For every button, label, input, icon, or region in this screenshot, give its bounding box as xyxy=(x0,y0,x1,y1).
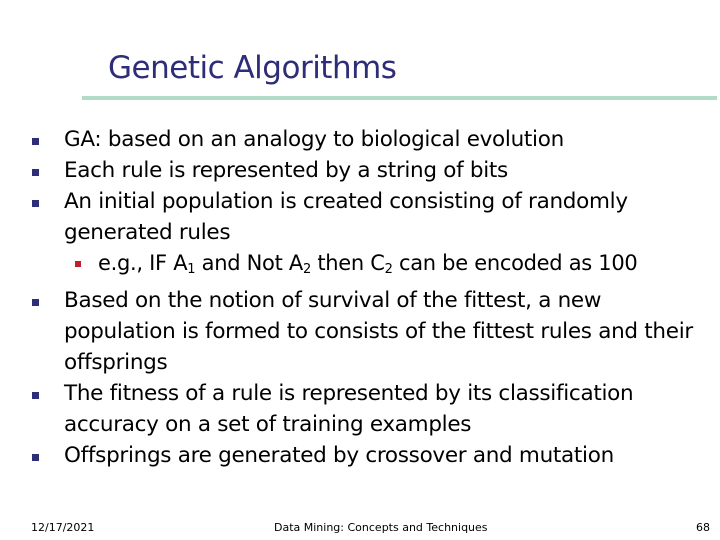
bullet-item xyxy=(30,186,710,248)
bullet-list xyxy=(30,124,710,471)
title-underline xyxy=(82,96,717,100)
square-bullet-icon xyxy=(32,299,39,306)
square-bullet-icon xyxy=(75,261,81,267)
footer-title: Data Mining: Concepts and Techniques xyxy=(274,521,488,534)
sub-bullet-text: e.g., IF $A_1$ and Not $A_2$ then $C_2$ can be encoded as 100 xyxy=(98,251,638,277)
bullet-item xyxy=(30,155,710,186)
bullet-item xyxy=(30,378,710,440)
bullet-text: Based on the notion of survival of the fittest, a new population is formed to consists of the fittest rules and their offsprings xyxy=(64,288,693,375)
square-bullet-icon xyxy=(32,454,39,461)
bullet-text: The fitness of a rule is represented by its classification accuracy on a set of training examples xyxy=(64,381,634,437)
page-number: 68 xyxy=(696,521,710,534)
square-bullet-icon xyxy=(32,138,39,145)
sub-bullet-item xyxy=(30,248,710,285)
bullet-text: Each rule is represented by a string of bits xyxy=(64,158,508,183)
bullet-text: An initial population is created consisting of randomly generated rules xyxy=(64,189,628,245)
bullet-text: GA: based on an analogy to biological evolution xyxy=(64,127,564,152)
square-bullet-icon xyxy=(32,169,39,176)
bullet-text: Offsprings are generated by crossover and mutation xyxy=(64,443,614,468)
square-bullet-icon xyxy=(32,392,39,399)
bullet-item xyxy=(30,440,710,471)
bullet-item xyxy=(30,124,710,155)
slide-title: Genetic Algorithms xyxy=(108,50,397,86)
bullet-item xyxy=(30,285,710,378)
footer-date: 12/17/2021 xyxy=(31,521,95,534)
square-bullet-icon xyxy=(32,200,39,207)
